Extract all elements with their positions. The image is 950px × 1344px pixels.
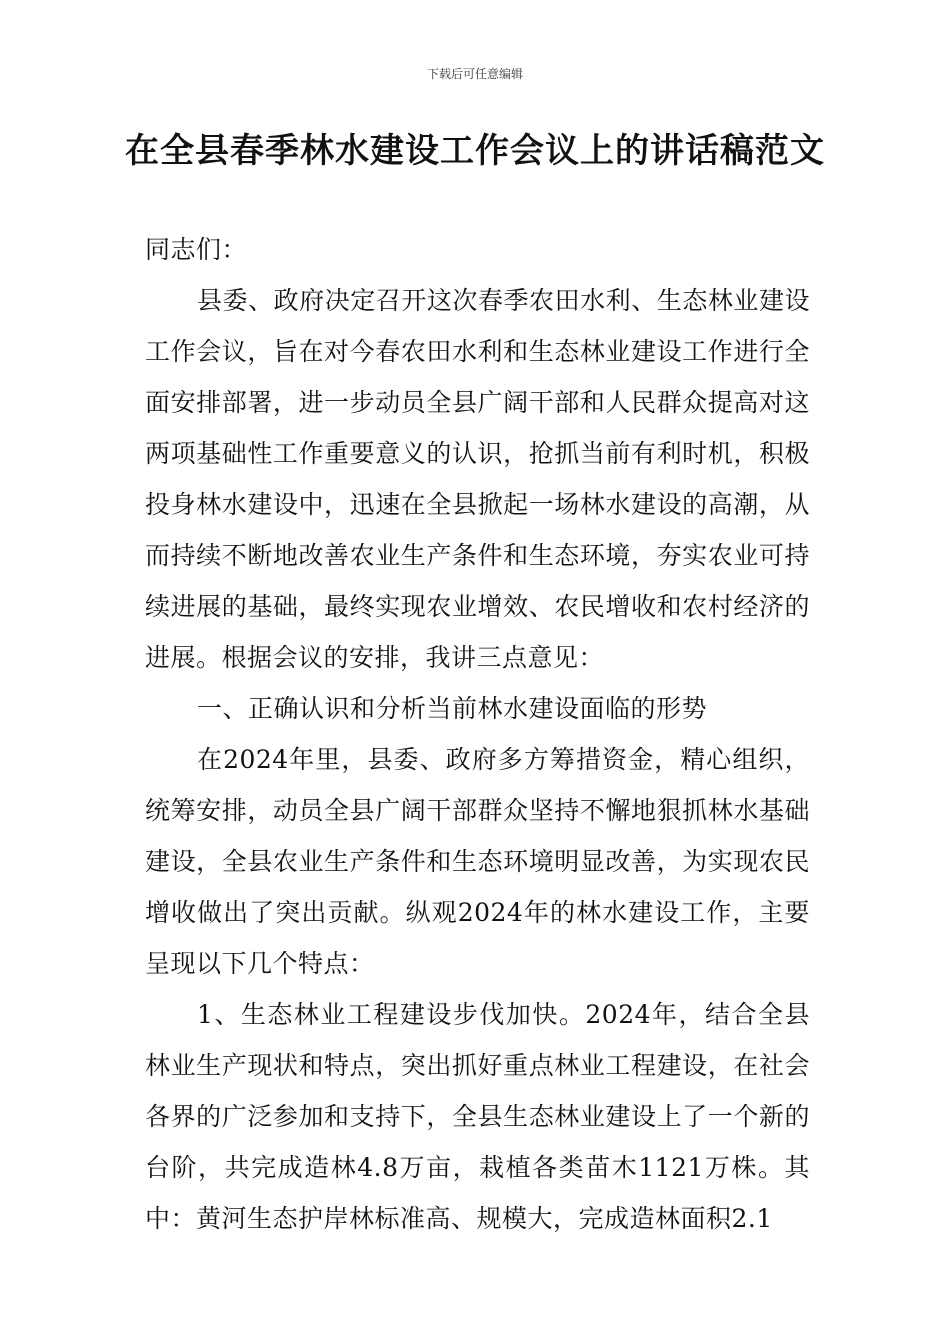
paragraph-forestry-point-1: 1、生态林业工程建设步伐加快。2024年，结合全县林业生产现状和特点，突出抓好重点林业工程建设，在社会各界的广泛参加和支持下，全县生态林业建设上了一个新的台阶，共完成造林4.8万亩，栽植各类苗木1121万株。其中：黄河生态护岸林标准高、规模大，完成造林面积2.1 [145,1000,810,1233]
paragraph-intro: 县委、政府决定召开这次春季农田水利、生态林业建设工作会议，旨在对今春农田水利和生态林业建设工作进行全面安排部署，进一步动员全县广阔干部和人民群众提高对这两项基础性工作重要意义的认识，抢抓当前有利时机，积极投身林水建设中，迅速在全县掀起一场林水建设的高潮，从而持续不断地改善农业生产条件和生态环境，夯实农业可持续进展的基础，最终实现农业增效、农民增收和农村经济的进展。根据会议的安排，我讲三点意见： [145,286,810,672]
salutation: 同志们： [145,235,248,264]
document-title: 在全县春季林水建设工作会议上的讲话稿范文 [125,131,825,171]
header-note: 下载后可任意编辑 [426,67,523,81]
document-body [145,224,810,1244]
paragraph-2024-overview: 在2024年里，县委、政府多方筹措资金，精心组织，统筹安排，动员全县广阔干部群众坚持不懈地狠抓林水基础建设，全县农业生产条件和生态环境明显改善，为实现农民增收做出了突出贡献。纵观2024年的林水建设工作，主要呈现以下几个特点： [145,745,810,978]
section-heading-1: 一、正确认识和分析当前林水建设面临的形势 [197,694,708,723]
